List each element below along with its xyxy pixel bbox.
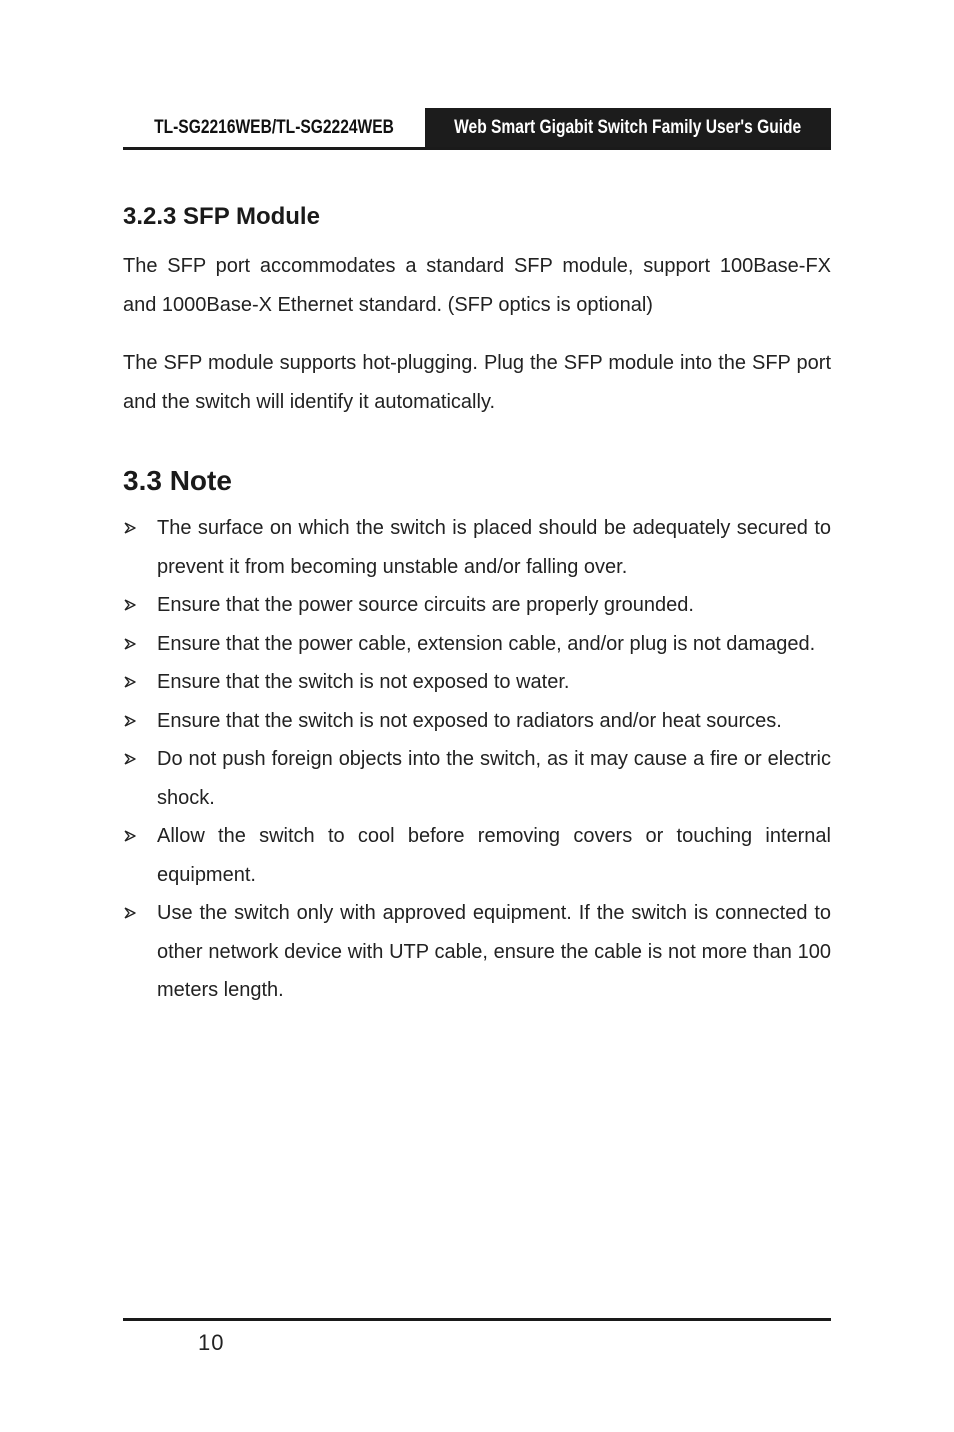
note-item <box>123 817 831 894</box>
note-item <box>123 663 831 702</box>
note-item-text: Use the switch only with approved equipment. If the switch is connected to other network device with UTP cable, ensure the cable is not more than 100 meters length. <box>157 902 831 1001</box>
arrow-bullet-icon <box>123 894 143 933</box>
note-item-text: Do not push foreign objects into the switch, as it may cause a fire or electric shock. <box>157 748 831 809</box>
note-item <box>123 702 831 741</box>
header-guide-title-text: Web Smart Gigabit Switch Family User's Guide <box>454 116 802 138</box>
arrow-bullet-icon <box>123 740 143 779</box>
header-guide-title <box>425 108 831 147</box>
arrow-bullet-icon <box>123 625 143 664</box>
arrow-bullet-icon <box>123 702 143 741</box>
sfp-module-heading: 3.2.3 SFP Module <box>123 203 320 230</box>
note-item-text: Ensure that the power cable, extension cable, and/or plug is not damaged. <box>157 632 816 655</box>
arrow-bullet-icon <box>123 509 143 548</box>
footer-divider <box>123 1318 831 1321</box>
note-item-text: Allow the switch to cool before removing covers or touching internal equipment. <box>157 825 831 886</box>
page-header <box>123 108 831 150</box>
arrow-bullet-icon <box>123 663 143 702</box>
page-number: 10 <box>198 1330 225 1355</box>
note-item <box>123 740 831 817</box>
note-item <box>123 509 831 586</box>
note-item <box>123 586 831 625</box>
note-list <box>123 509 831 1010</box>
note-heading: 3.3 Note <box>123 465 232 496</box>
sfp-paragraph-2: The SFP module supports hot-plugging. Plug the SFP module into the SFP port and the switch will identify it automatically. <box>123 352 831 413</box>
arrow-bullet-icon <box>123 817 143 856</box>
note-item-text: The surface on which the switch is placed should be adequately secured to prevent it from becoming unstable and/or falling over. <box>157 517 831 578</box>
note-item-text: Ensure that the switch is not exposed to water. <box>157 671 570 693</box>
header-model-text: TL-SG2216WEB/TL-SG2224WEB <box>154 116 394 138</box>
arrow-bullet-icon <box>123 586 143 625</box>
note-item <box>123 625 831 664</box>
note-item <box>123 894 831 1010</box>
header-model <box>150 108 398 147</box>
note-item-text: Ensure that the power source circuits are properly grounded. <box>157 594 694 616</box>
sfp-paragraph-1: The SFP port accommodates a standard SFP module, support 100Base-FX and 1000Base-X Ethernet standard. (SFP optics is optional) <box>123 255 831 316</box>
note-item-text: Ensure that the switch is not exposed to radiators and/or heat sources. <box>157 709 782 732</box>
